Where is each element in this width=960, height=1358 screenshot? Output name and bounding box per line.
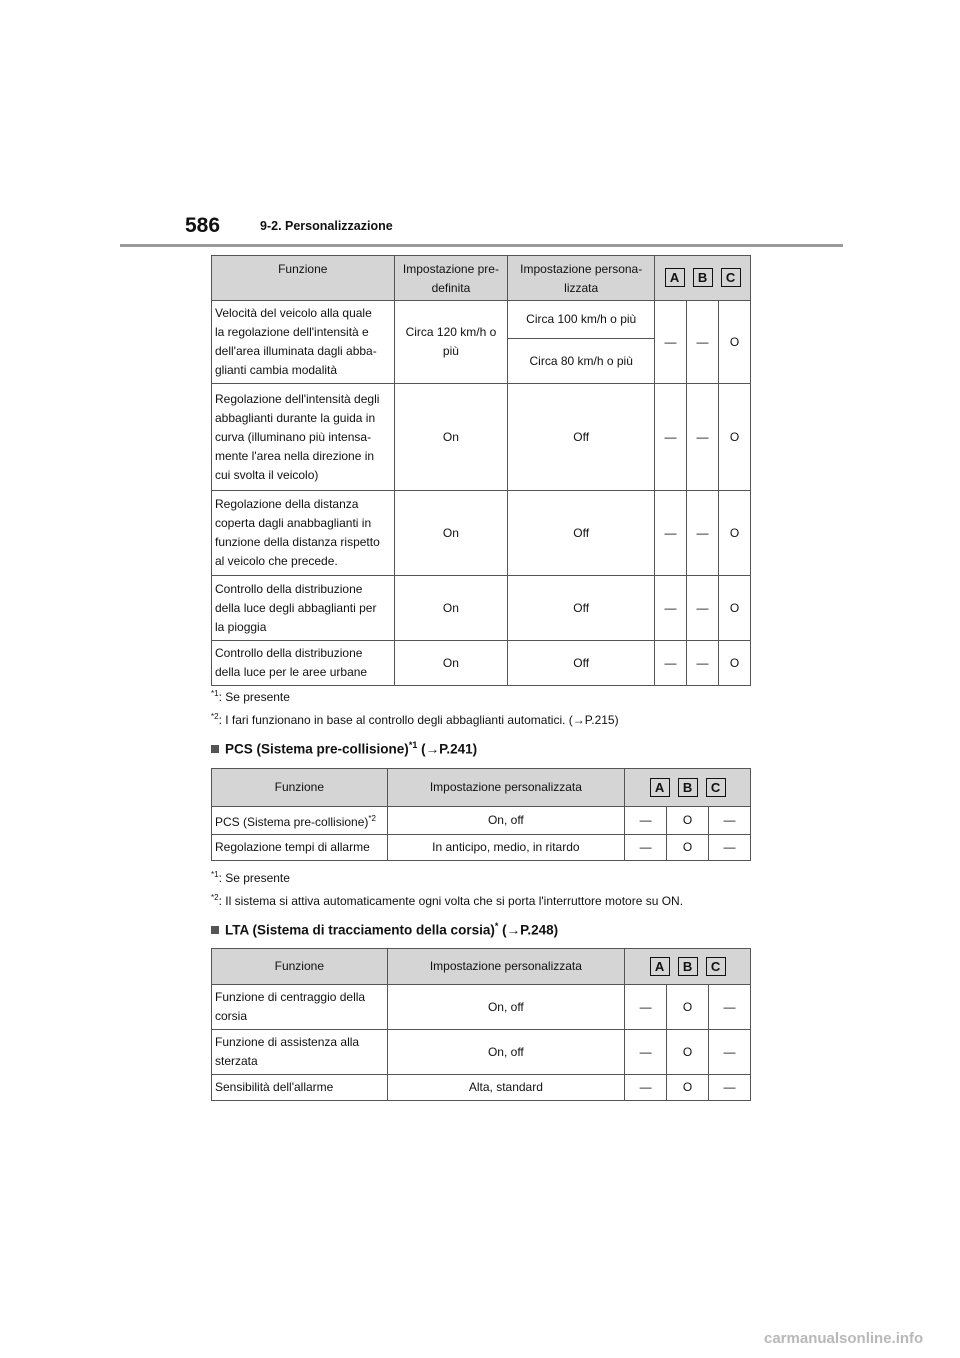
- custom-cell: Off: [508, 491, 655, 576]
- pcs-page-ref[interactable]: (→P.241): [417, 741, 478, 757]
- function-cell: Funzione di assistenza alla sterzata: [212, 1030, 388, 1075]
- function-cell: Funzione di centraggio della corsia: [212, 985, 388, 1030]
- table-header-row: [212, 769, 751, 807]
- table-row: [212, 641, 751, 686]
- footnote-mark: *2: [368, 814, 376, 823]
- custom-cell: Circa 100 km/h o più: [508, 301, 655, 339]
- custom-cell: In anticipo, medio, in ritardo: [387, 835, 624, 861]
- function-cell: Controllo della distribuzione della luce degli abbaglianti per la pioggia: [212, 576, 395, 641]
- a-cell: —: [625, 1030, 667, 1075]
- letter-a-icon: A: [665, 268, 685, 287]
- function-cell: Controllo della distribuzione della luce per le aree urbane: [212, 641, 395, 686]
- c-cell: —: [709, 1030, 751, 1075]
- letter-b-icon: B: [678, 957, 698, 976]
- lta-page-ref[interactable]: (→P.248): [498, 922, 559, 938]
- function-cell: Regolazione tempi di allarme: [212, 835, 388, 861]
- column-header-function: Funzione: [212, 769, 388, 807]
- table-row: [212, 835, 751, 861]
- lta-heading: [211, 921, 558, 938]
- footnote-mark: *2: [211, 893, 219, 902]
- a-cell: —: [625, 1075, 667, 1101]
- header-divider: [120, 244, 843, 247]
- letter-c-icon: C: [706, 778, 726, 797]
- c-cell: O: [718, 641, 750, 686]
- watermark[interactable]: carmanualsonline.info: [764, 1330, 924, 1347]
- page-number: 586: [185, 214, 221, 237]
- section-title: 9-2. Personalizzazione: [260, 219, 393, 233]
- column-header-custom: Impostazione persona- lizzata: [508, 256, 655, 301]
- default-cell: On: [394, 576, 508, 641]
- footnote: [211, 689, 290, 704]
- custom-cell: On, off: [387, 807, 624, 835]
- a-cell: —: [655, 491, 687, 576]
- default-cell: On: [394, 384, 508, 491]
- function-cell: Velocità del veicolo alla quale la regolazione dell'intensità e dell'area illuminata dagli abba- glianti cambia modalità: [212, 301, 395, 384]
- letter-a-icon: A: [650, 778, 670, 797]
- b-cell: —: [687, 576, 719, 641]
- default-cell: On: [394, 491, 508, 576]
- b-cell: —: [687, 491, 719, 576]
- table-row: [212, 491, 751, 576]
- b-cell: —: [687, 384, 719, 491]
- table-header-row: [212, 949, 751, 985]
- c-cell: —: [709, 985, 751, 1030]
- function-cell: Regolazione dell'intensità degli abbaglianti durante la guida in curva (illuminano più intensa- mente l'area nella direzione in cui svolta il veicolo): [212, 384, 395, 491]
- letter-a-icon: A: [650, 957, 670, 976]
- square-bullet-icon: [211, 745, 219, 753]
- table-row: [212, 576, 751, 641]
- column-header-abc: [625, 769, 751, 807]
- b-cell: O: [667, 835, 709, 861]
- lta-title: LTA (Sistema di tracciamento della corsia): [225, 922, 495, 938]
- pcs-title: PCS (Sistema pre-collisione): [225, 741, 409, 757]
- column-header-abc: [625, 949, 751, 985]
- default-cell: On: [394, 641, 508, 686]
- column-header-custom: Impostazione personalizzata: [387, 769, 624, 807]
- pcs-title-mark: *1: [408, 740, 418, 750]
- a-cell: —: [625, 835, 667, 861]
- footnote-text: : Se presente: [218, 871, 290, 885]
- custom-cell: On, off: [387, 1030, 624, 1075]
- square-bullet-icon: [211, 926, 219, 934]
- column-header-custom: Impostazione personalizzata: [387, 949, 624, 985]
- footnote-text: : I fari funzionano in base al controllo degli abbaglianti automatici. (→P.215): [218, 713, 619, 727]
- footnote-text: : Se presente: [218, 690, 290, 704]
- custom-cell: Off: [508, 576, 655, 641]
- c-cell: —: [709, 1075, 751, 1101]
- footnote-mark: *1: [211, 689, 219, 698]
- footnote: [211, 870, 290, 885]
- footnote-mark: *2: [211, 712, 219, 721]
- footnote-mark: *1: [211, 870, 219, 879]
- c-cell: —: [709, 835, 751, 861]
- function-cell: Regolazione della distanza coperta dagli anabbaglianti in funzione della distanza rispetto al veicolo che precede.: [212, 491, 395, 576]
- custom-cell: On, off: [387, 985, 624, 1030]
- a-cell: —: [655, 641, 687, 686]
- a-cell: —: [655, 301, 687, 384]
- a-cell: —: [655, 384, 687, 491]
- b-cell: O: [667, 807, 709, 835]
- table-header-row: [212, 256, 751, 301]
- letter-c-icon: C: [706, 957, 726, 976]
- custom-cell: Circa 80 km/h o più: [508, 339, 655, 384]
- footnote: [211, 893, 683, 908]
- function-cell: [212, 807, 388, 835]
- b-cell: O: [667, 1030, 709, 1075]
- b-cell: O: [667, 985, 709, 1030]
- lta-table: [211, 948, 751, 1101]
- c-cell: O: [718, 384, 750, 491]
- table-row: [212, 985, 751, 1030]
- a-cell: —: [625, 985, 667, 1030]
- custom-cell: Off: [508, 641, 655, 686]
- pcs-table: [211, 768, 751, 861]
- b-cell: O: [667, 1075, 709, 1101]
- headlight-settings-table: [211, 255, 751, 686]
- function-cell: Sensibilità dell'allarme: [212, 1075, 388, 1101]
- table-row: [212, 1075, 751, 1101]
- a-cell: —: [655, 576, 687, 641]
- a-cell: —: [625, 807, 667, 835]
- footnote: [211, 712, 619, 727]
- b-cell: —: [687, 301, 719, 384]
- pcs-heading: [211, 740, 477, 757]
- function-text: PCS (Sistema pre-collisione): [215, 815, 369, 829]
- c-cell: O: [718, 491, 750, 576]
- table-row: [212, 807, 751, 835]
- footnote-text: : Il sistema si attiva automaticamente ogni volta che si porta l'interruttore motore su ON.: [218, 894, 684, 908]
- table-row: [212, 1030, 751, 1075]
- default-cell: Circa 120 km/h o più: [394, 301, 508, 384]
- b-cell: —: [687, 641, 719, 686]
- column-header-abc: [655, 256, 751, 301]
- letter-b-icon: B: [693, 268, 713, 287]
- table-row: [212, 384, 751, 491]
- column-header-function: Funzione: [212, 256, 395, 301]
- column-header-function: Funzione: [212, 949, 388, 985]
- c-cell: —: [709, 807, 751, 835]
- letter-c-icon: C: [721, 268, 741, 287]
- custom-cell: Alta, standard: [387, 1075, 624, 1101]
- custom-cell: Off: [508, 384, 655, 491]
- column-header-default: Impostazione pre- definita: [394, 256, 508, 301]
- letter-b-icon: B: [678, 778, 698, 797]
- c-cell: O: [718, 301, 750, 384]
- table-row: [212, 301, 751, 339]
- lta-title-mark: *: [494, 921, 499, 931]
- c-cell: O: [718, 576, 750, 641]
